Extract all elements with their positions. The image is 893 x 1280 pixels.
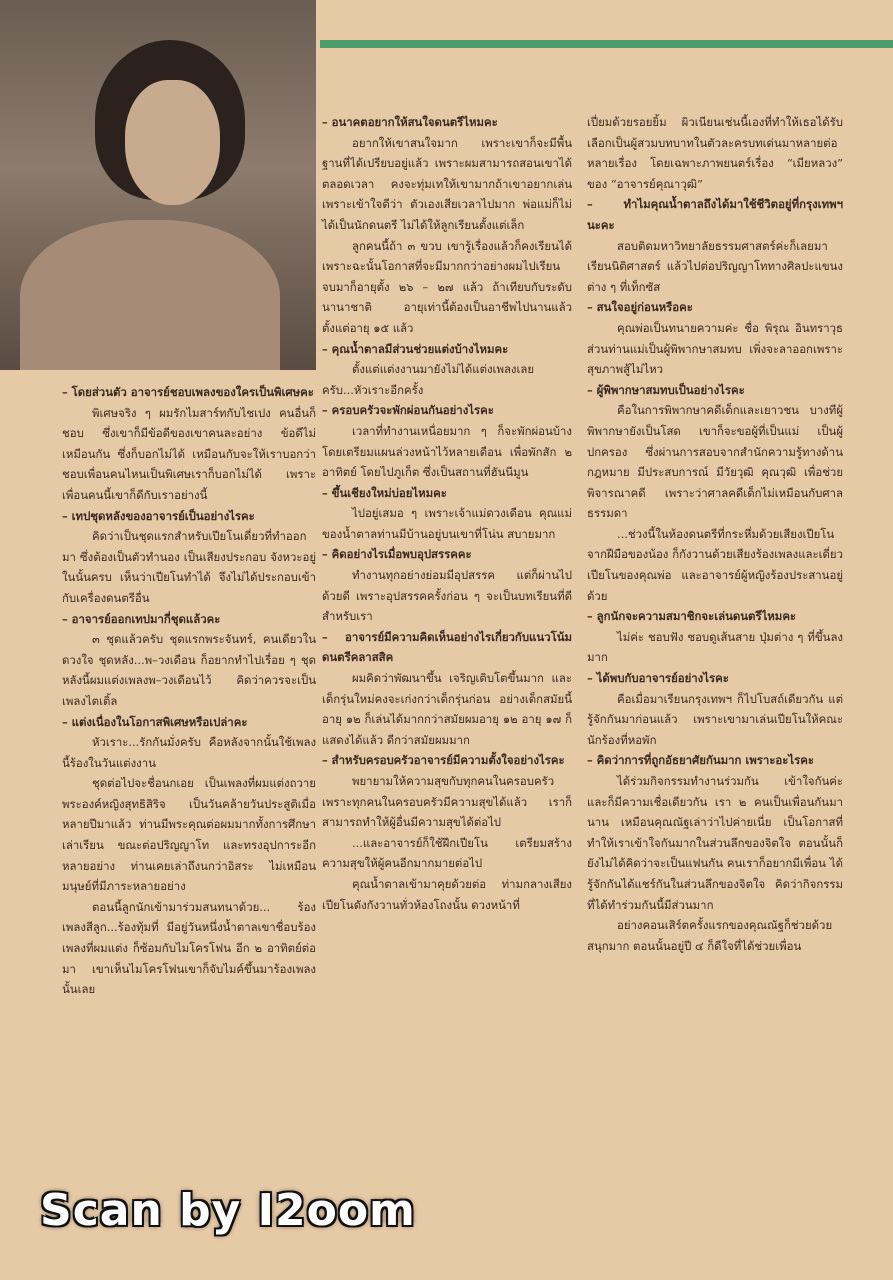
- interview-answer: ตอนนี้ลูกนักเข้ามาร่วมสนทนาด้วย... ร้องเพลงสีลูก...ร้องทุ้มที่ มีอยู่วันหนึ่งน้ำตาลเขาชื่อบร้องเพลงที่ผมแต่ง ก็ซ้อมกับไมโครโฟน อีก ๒ อาทิตย์ต่อมา เขาเห็นไมโครโฟนเขาก็จับไมค์ขึ้นมาร้องเพลงนั้นเลย: [62, 899, 316, 997]
- interview-answer: ผมคิดว่าพัฒนาขึ้น เจริญเติบโตขึ้นมาก และเด็กรุ่นใหม่คงจะเก่งกว่าเด็กรุ่นก่อน อย่างเด็กสมัยนี้อายุ ๑๒ ก็เล่นได้มากกว่าสมัยผมอายุ ๑๒ อายุ ๑๗ ก็แสดงได้แล้ว ดีกว่าสมัยผมมาก: [322, 671, 572, 747]
- scan-watermark: Scan by I2oom: [40, 1185, 416, 1236]
- article-column-left: [62, 382, 316, 1000]
- interview-answer: ลูกคนนี้ถ้า ๓ ขวบ เขารู้เรื่องแล้วก็คงเรียนได้ เพราะฉะนั้นโอกาสที่จะมีมากกว่าอย่างผมไปเรียนจบมาก็อายุตั้ง ๒๖ – ๒๗ แล้ว ถ้าเทียบกับระดับนานาชาติ อายุเท่านี้ต้องเป็นอาชีพไปนานแล้ว ตั้งแต่อายุ ๑๕ แล้ว: [322, 238, 572, 335]
- portrait-face: [125, 80, 220, 205]
- interview-question: – โดยส่วนตัว อาจารย์ชอบเพลงของใครเป็นพิเศษคะ: [62, 385, 314, 399]
- interview-question: – คุณน้ำตาลมีส่วนช่วยแต่งบ้างไหมคะ: [322, 341, 509, 356]
- interview-answer: ทำงานทุกอย่างย่อมมีอุปสรรค แต่ก็ผ่านไปด้วยดี เพราะอุปสรรคครั้งก่อน ๆ จะเป็นบทเรียนที่ดีสำหรับเรา: [322, 568, 572, 624]
- interview-question: – อาจารย์ออกเทปมากี่ชุดแล้วคะ: [62, 611, 221, 626]
- interview-question: – ลูกนักจะความสมาชิกจะเล่นดนตรีไหมคะ: [587, 609, 797, 624]
- interview-question: – ผู้พิพากษาสมทบเป็นอย่างไรคะ: [587, 382, 745, 397]
- interview-answer: อยากให้เขาสนใจมาก เพราะเขาก็จะมีพื้นฐานที่ได้เปรียบอยู่แล้ว เพราะผมสามารถสอนเขาได้ตลอดเวลา คงจะทุ่มเทให้เขามากถ้าเขาอยากเล่น เพราะเข้าใจดีว่า ตัวเองเสียเวลาไปมาก พ่อแม่ก็ไม่ได้เป็นนักดนตรี ไม่ได้ให้ลูกเรียนตั้งแต่เล็ก: [322, 135, 572, 232]
- interview-answer: อย่างคอนเสิร์ตครั้งแรกของคุณณัฐก็ช่วยด้วย สนุกมาก ตอนนั้นอยู่ปี ๔ ก็ดีใจที่ได้ช่วยเพื่อน: [587, 918, 833, 953]
- interview-answer: ได้ร่วมกิจกรรมทำงานร่วมกัน เข้าใจกันค่ะ และก็มีความเชื่อเดียวกัน เรา ๒ คนเป็นเพื่อนกันมานาน เหมือนคุณณัฐเล่าว่าไปค่ายเนี่ย เป็นโอกาสที่ทำให้เราเข้าใจกันมากในส่วนลึกของจิตใจ ตอนนั้นก็ยังไม่ได้คิดว่าจะเป็นแฟนกัน คนเราก็อยากมีเพื่อน ได้รู้จักกันได้แชร์กันในส่วนลึกของจิตใจ คิดว่ากิจกรรมที่ได้ทำร่วมกันนี้มีส่วนมาก: [587, 774, 843, 912]
- interview-answer: ...และอาจารย์ก็ใช้ฝึกเปียโน เตรียมสร้างความสุขให้ผู้คนอีกมากมายต่อไป: [322, 835, 572, 871]
- interview-answer: เวลาที่ทำงานเหนื่อยมาก ๆ ก็จะพักผ่อนบ้าง โดยเตรียมแผนล่วงหน้าไว้หลายเดือน เพื่อพักสัก ๒ อาทิตย์ โดยไปภูเก็ต ซึ่งเป็นสถานที่ฮันนีมูน: [322, 423, 572, 480]
- interview-question: – อนาคตอยากให้สนใจดนตรีไหมคะ: [322, 115, 498, 129]
- interview-answer: พิเศษจริง ๆ ผมรักไมสาร์ทกับไชเปง คนอื่นก็ชอบ ซึ่งเขาก็มีข้อดีของเขาคนละอย่าง ข้อดีไม่เหมือนกัน ซึ่งก็บอกไม่ได้ เหมือนกับจะให้เราบอกว่า ชอบเพื่อนคนไหนเป็นพิเศษเราก็บอกไม่ได้ เพราะเพื่อนคนนี้เขาก็ดีกับเราอย่างนี้: [62, 405, 316, 502]
- interview-answer: เปี่ยมด้วยรอยยิ้ม ผิวเนียนเช่นนี้เองที่ทำให้เธอได้รับเลือกเป็นผู้สวมบทบาทในตัวละครบทเด่นมาหลายต่อหลายเรื่อง โดยเฉพาะภาพยนตร์เรื่อง “เมียหลวง” ของ “อาจารย์คุณาวุฒิ”: [587, 115, 843, 191]
- interview-answer: หัวเราะ...รักกันมั่งครับ คือหลังจากนั้นใช้เพลงนี้ร้องในวันแต่งงาน: [62, 735, 316, 770]
- interview-answer: คุณพ่อเป็นทนายความค่ะ ชื่อ พิรุณ อินทราวุธ ส่วนท่านแม่เป็นผู้พิพากษาสมทบ เพิ่งจะลาออกเพราะสุขภาพสู้ไม่ไหว: [587, 320, 843, 377]
- interview-answer: คุณน้ำตาลเข้ามาคุยด้วยต่อ ท่ามกลางเสียงเปียโนดังกังวานทั่วห้องโถงนั้น ดวงหน้าที่: [322, 876, 572, 912]
- interview-question: – คิดว่าการที่ถูกอัธยาศัยกันมาก เพราะอะไรคะ: [587, 753, 814, 768]
- interview-answer: ...ช่วงนี้ในห้องดนตรีที่กระหึ่มด้วยเสียงเปียโนจากฝีมือของน้อง ก็กังวานด้วยเสียงร้องเพลงและเดี่ยวเปียโนของคุณพ่อ และอาจารย์ผู้หญิงร้องประสานอยู่ด้วย: [587, 526, 843, 603]
- interview-question: – เทปชุดหลังของอาจารย์เป็นอย่างไรคะ: [62, 508, 255, 523]
- interview-question: – สำหรับครอบครัวอาจารย์มีความตั้งใจอย่างไรคะ: [322, 753, 565, 768]
- interview-answer: พยายามให้ความสุขกับทุกคนในครอบครัว เพราะทุกคนในครอบครัวมีความสุขได้แล้ว เราก็สามารถทำให้ผู้อื่นมีความสุขได้ต่อไป: [322, 774, 572, 830]
- interview-question: – ทำไมคุณน้ำตาลถึงได้มาใช้ชีวิตอยู่ที่กรุงเทพฯ นะคะ: [587, 197, 843, 232]
- interview-question: – ขึ้นเชียงใหม่บ่อยไหมคะ: [322, 485, 447, 500]
- interview-answer: ไม่ค่ะ ชอบฟัง ชอบดูเส้นสาย ปุ่มต่าง ๆ ที่ขึ้นลงมาก: [587, 629, 843, 665]
- interview-answer: ชุดต่อไปจะชื่อนกเอย เป็นเพลงที่ผมแต่งถวายพระองค์หญิงสุทธิสิริจ เป็นวันคล้ายวันประสูติเมื่อหลายปีมาแล้ว ท่านมีพระคุณต่อผมมากทั้งการศึกษาเล่าเรียน ขณะต่อปริญญาโท และทรงอุปการะอีกหลายอย่าง ท่านเคยเล่าถึงนกว่าอิสระ ไม่เหมือนมนุษย์ที่มีภาระหลายอย่าง: [62, 776, 316, 894]
- interview-question: – คิดอย่างไรเมื่อพบอุปสรรคคะ: [322, 547, 472, 562]
- interview-answer: คือเมื่อมาเรียนกรุงเทพฯ ก็ไปโบสถ์เดียวกัน แต่รู้จักกันมาก่อนแล้ว เพราะเขามาเล่นเปียโนให้คณะนักร้องที่หอพัก: [587, 691, 843, 747]
- interview-question: – อาจารย์มีความคิดเห็นอย่างไรเกี่ยวกับแนวโน้มดนตรีคลาสสิค: [322, 629, 572, 665]
- interview-question: – ครอบครัวจะพักผ่อนกันอย่างไรคะ: [322, 403, 494, 418]
- interview-answer: ไปอยู่เสมอ ๆ เพราะเจ้าแม่ดวงเดือน คุณแม่ของน้ำตาลท่านมีบ้านอยู่บนเขาที่โน่น สบายมาก: [322, 506, 572, 541]
- interview-question: – สนใจอยู่ก่อนหรือคะ: [587, 300, 693, 315]
- article-column-middle: [322, 112, 572, 915]
- portrait-photo: [0, 0, 316, 370]
- article-column-right: [587, 112, 843, 956]
- interview-question: – แต่งเนื่องในโอกาสพิเศษหรือเปล่าคะ: [62, 714, 248, 729]
- header-accent-bar: [320, 40, 893, 48]
- interview-answer: ตั้งแต่แต่งงานมายังไม่ได้แต่งเพลงเลยครับ...หัวเราะอีกครั้ง: [322, 362, 535, 397]
- interview-answer: คือในการพิพากษาคดีเด็กและเยาวชน บางทีผู้พิพากษายังเป็นโสด เขาก็จะขอผู้ที่เป็นแม่ เป็นผู้ปกครอง ซึ่งผ่านการสอบจากสำนักความรู้ทางด้านกฎหมาย มีประสบการณ์ มีวัยวุฒิ คุณวุฒิ เพื่อช่วยพิจารณาคดี เพราะว่าศาลคดีเด็กไม่เหมือนกับศาลธรรมดา: [587, 403, 843, 521]
- interview-question: – ได้พบกับอาจารย์อย่างไรคะ: [587, 671, 729, 686]
- interview-answer: คิดว่าเป็นชุดแรกสำหรับเปียโนเดี่ยวที่ทำออกมา ซึ่งต้องเป็นตัวทำนอง เป็นเสียงประกอบ จังหวะอยู่ในนั้นครบ เห็นว่าเปียโนทำได้ จึงไม่ได้ประกอบเข้ากับเครื่องดนตรีอื่น: [62, 529, 316, 605]
- interview-answer: สอบติดมหาวิทยาลัยธรรมศาสตร์ค่ะก็เลยมาเรียนนิติศาสตร์ แล้วไปต่อปริญญาโททางศิลปะแขนงต่าง ๆ ที่เท็กซัส: [587, 238, 843, 294]
- interview-answer: ๓ ชุดแล้วครับ ชุดแรกพระจันทร์, คนเดียวในดวงใจ ชุดหลัง...พ–วงเดือน ก็อยากทำไปเรื่อย ๆ ชุดหลังนี้ผมแต่งเพลงพ–วงเดือนไว้ คิดว่าควรจะเป็นเพลงไตเติ้ล: [62, 632, 316, 708]
- portrait-body: [20, 220, 280, 370]
